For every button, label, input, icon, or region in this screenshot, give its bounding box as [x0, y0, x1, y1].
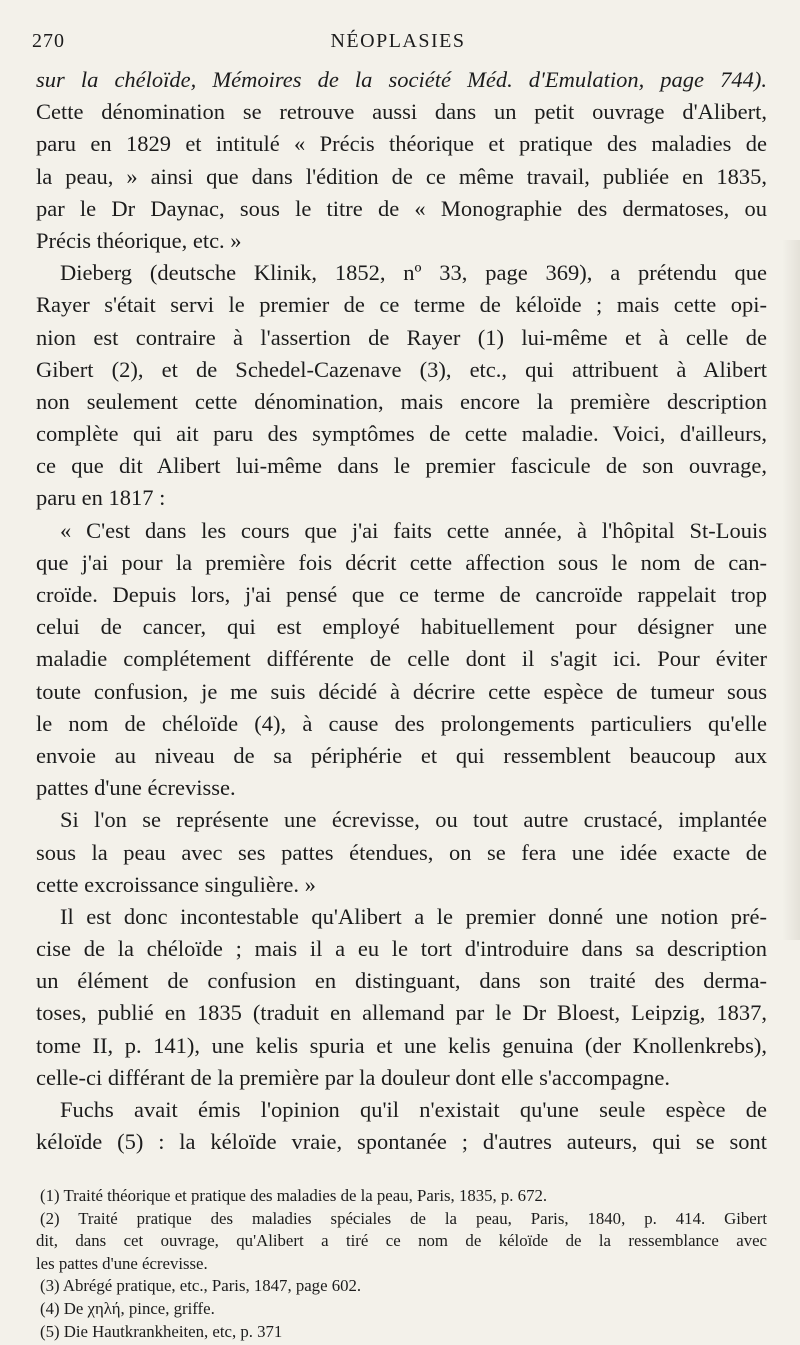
text-line: nion est contraire à l'assertion de Rayer (1) lui-même et à celle de — [36, 324, 767, 350]
text-line: toute confusion, je me suis décidé à décrire cette espèce de tumeur sous — [36, 678, 767, 704]
text-line: sous la peau avec ses pattes étendues, on se fera une idée exacte de — [36, 839, 767, 865]
text-line: Il est donc incontestable qu'Alibert a le premier donné une notion pré- — [60, 903, 767, 929]
text-line: maladie complétement différente de celle dont il s'agit ici. Pour éviter — [36, 646, 767, 672]
text-line: cise de la chéloïde ; mais il a eu le tort d'introduire dans sa description — [36, 936, 767, 962]
text-line: Cette dénomination se retrouve aussi dans un petit ouvrage d'Alibert, — [36, 99, 767, 125]
footnote: (2) Traité pratique des maladies spéciales de la peau, Paris, 1840, p. 414. Gibert — [40, 1208, 767, 1228]
text-line: le nom de chéloïde (4), à cause des prolongements particuliers qu'elle — [36, 710, 767, 736]
text-line: paru en 1829 et intitulé « Précis théorique et pratique des maladies de — [36, 131, 767, 157]
text-line: paru en 1817 : — [36, 485, 166, 511]
footnotes — [36, 1185, 767, 1343]
text-line: Dieberg (deutsche Klinik, 1852, nº 33, page 369), a prétendu que — [60, 260, 767, 286]
text-line: la peau, » ainsi que dans l'édition de ce même travail, publiée en 1835, — [36, 163, 767, 189]
text-line: non seulement cette dénomination, mais encore la première description — [36, 388, 767, 414]
text-line: envoie au niveau de sa périphérie et qui ressemblent beaucoup aux — [36, 742, 767, 768]
text-line: sur la chéloïde, Mémoires de la société Méd. d'Emulation, page 744). — [36, 67, 767, 92]
text-line: celui de cancer, qui est employé habituellement pour désigner une — [36, 614, 767, 640]
text-line: Rayer s'était servi le premier de ce terme de kéloïde ; mais cette opi- — [36, 292, 767, 318]
text-line: croïde. Depuis lors, j'ai pensé que ce terme de cancroïde rappelait trop — [36, 582, 767, 607]
footnote: (4) De χηλή, pince, griffe. — [40, 1298, 215, 1318]
text-line: cette excroissance singulière. » — [36, 871, 316, 897]
running-title: NÉOPLASIES — [330, 30, 466, 52]
text-line: pattes d'une écrevisse. — [36, 775, 236, 801]
footnote: les pattes d'une écrevisse. — [36, 1253, 208, 1273]
text-line: Si l'on se représente une écrevisse, ou tout autre crustacé, implantée — [60, 807, 767, 833]
page-header — [32, 30, 764, 56]
text-line: tome II, p. 141), une kelis spuria et une kelis genuina (der Knollenkrebs), — [36, 1032, 767, 1058]
text-line: par le Dr Daynac, sous le titre de « Monographie des dermatoses, ou — [36, 195, 767, 221]
text-line: ce que dit Alibert lui-même dans le premier fascicule de son ouvrage, — [36, 453, 767, 479]
text-line: celle-ci différant de la première par la douleur dont elle s'accompagne. — [36, 1064, 670, 1090]
body-text — [36, 64, 767, 1158]
text-line: Précis théorique, etc. » — [36, 227, 242, 253]
text-line: kéloïde (5) : la kéloïde vraie, spontanée ; d'autres auteurs, qui se sont — [36, 1129, 767, 1155]
page-edge-shadow — [782, 240, 800, 940]
footnote: (3) Abrégé pratique, etc., Paris, 1847, page 602. — [40, 1276, 362, 1296]
text-line: Gibert (2), et de Schedel-Cazenave (3), etc., qui attribuent à Alibert — [36, 356, 767, 382]
page-number: 270 — [32, 30, 65, 52]
text-line: un élément de confusion en distinguant, dans son traité des derma- — [36, 968, 767, 994]
text-line: que j'ai pour la première fois décrit cette affection sous le nom de can- — [36, 549, 767, 575]
text-line: complète qui ait paru des symptômes de cette maladie. Voici, d'ailleurs, — [36, 421, 767, 447]
text-line: Fuchs avait émis l'opinion qu'il n'existait qu'une seule espèce de — [60, 1097, 767, 1122]
text-line: « C'est dans les cours que j'ai faits cette année, à l'hôpital St-Louis — [60, 517, 767, 543]
footnote: (1) Traité théorique et pratique des maladies de la peau, Paris, 1835, p. 672. — [40, 1186, 548, 1205]
footnote: (5) Die Hautkrankheiten, etc, p. 371 — [40, 1321, 283, 1341]
footnote: dit, dans cet ouvrage, qu'Alibert a tiré ce nom de kéloïde de la ressemblance avec — [36, 1231, 767, 1251]
text-line: toses, publié en 1835 (traduit en allemand par le Dr Bloest, Leipzig, 1837, — [36, 1000, 767, 1026]
